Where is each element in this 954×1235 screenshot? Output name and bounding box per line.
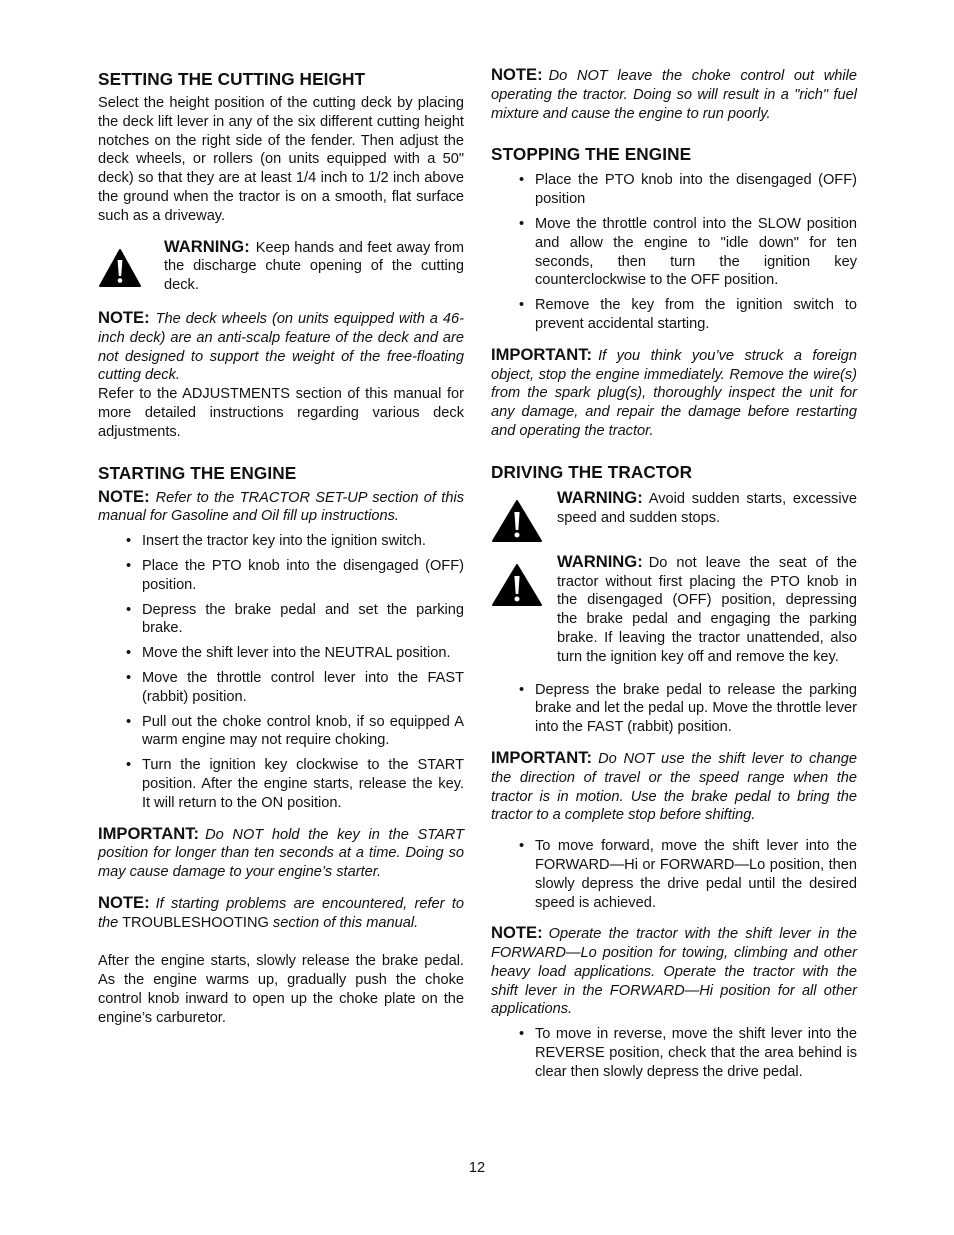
note-setup — [98, 488, 464, 527]
note-label: NOTE: — [98, 486, 150, 506]
warning-text: Do not leave the seat of the tractor without first placing the PTO knob in the disengaged (OFF) position, depressing the brake pedal and engaging the parking brake. If leaving the tractor unattended, also turn the ignition key off and remove the key. — [557, 554, 857, 665]
adjustments-paragraph: Refer to the ADJUSTMENTS section of this manual for more detailed instructions regarding various deck adjustments. — [98, 386, 464, 440]
note-label: NOTE: — [491, 65, 543, 84]
important-text: If you think you’ve struck a foreign object, stop the engine immediately. Remove the wire(s) from the spark plug(s), thoroughly inspect the unit for any damage, and repair the damage before restarting and operating the tractor. — [491, 347, 857, 439]
warning-text: Avoid sudden starts, excessive speed and sudden stops. — [557, 490, 857, 526]
important-label: IMPORTANT: — [98, 823, 200, 843]
important-text: Do NOT hold the key in the START position for longer than ten seconds at a time. Doing so may cause damage to your engine’s starter. — [98, 826, 464, 881]
driving-list-2 — [491, 837, 857, 912]
list-item: • To move in reverse, move the shift lever into the REVERSE position, check that the area behind is clear then slowly depress the drive pedal. — [491, 1025, 857, 1081]
after-start-paragraph: After the engine starts, slowly release the brake pedal. As the engine warms up, gradually push the choke control knob inward to open up the choke plate on the engine’s carburetor. — [98, 953, 464, 1026]
warning-paragraph — [557, 489, 857, 543]
note-text: Operate the tractor with the shift lever in the FORWARD—Lo position for towing, climbing and other heavy load applications. Operate the tractor with the shift lever in the FORWARD—Hi position for all other applications. — [491, 926, 857, 1018]
driving-list-1 — [491, 681, 857, 737]
starting-steps-list — [98, 532, 464, 812]
important-text: Do NOT use the shift lever to change the direction of travel or the speed range when the tractor is in motion. Use the brake pedal to bring the tractor to a complete stop before shifting. — [491, 750, 857, 824]
warning-triangle-icon — [98, 238, 164, 295]
important-label: IMPORTANT: — [491, 344, 593, 364]
warning-sudden-starts — [491, 489, 857, 543]
important-starter — [98, 825, 464, 882]
note-choke — [491, 66, 857, 123]
note-label: NOTE: — [491, 923, 543, 943]
note-text-c: section of this manual. — [272, 914, 419, 931]
warning-triangle-icon — [491, 489, 557, 543]
list-item: • Remove the key from the ignition switch to prevent accidental starting. — [491, 296, 857, 334]
section-starting-engine — [98, 462, 464, 1028]
note-text: Do NOT leave the choke control out while operating the tractor. Doing so will result in a "rich" fuel mixture and cause the engine to run poorly. — [491, 68, 857, 122]
right-column — [491, 66, 857, 1094]
note-deck-wheels — [98, 309, 464, 385]
warning-paragraph — [164, 238, 464, 295]
list-item: • Insert the tractor key into the ignition switch. — [98, 532, 464, 551]
cutting-height-paragraph: Select the height position of the cutting deck by placing the deck lift lever in any of the six different cutting height notches on the right side of the fender. Then adjust the deck wheels, or rollers (on units equipped with a 50" deck) so that they are at least 1/4 inch to 1/2 inch above the ground when the tractor is on a smooth, flat surface such as a driveway. — [98, 95, 464, 224]
note-label: NOTE: — [98, 307, 150, 327]
important-shift-lever — [491, 749, 857, 825]
list-item: • Move the throttle control lever into the FAST (rabbit) position. — [98, 669, 464, 707]
note-text: The deck wheels (on units equipped with a 46-inch deck) are an anti-scalp feature of the deck and are not designed to support the weight of the free-floating cutting deck. — [98, 310, 464, 384]
note-troubleshooting — [98, 894, 464, 933]
list-item: • To move forward, move the shift lever into the FORWARD—Hi or FORWARD—Lo position, then slowly depress the drive pedal until the desired speed is achieved. — [491, 837, 857, 912]
list-item: • Move the throttle control into the SLOW position and allow the engine to "idle down" for ten seconds, then turn the ignition key counterclockwise to the OFF position. — [491, 215, 857, 290]
warning-discharge-chute — [98, 238, 464, 295]
section-cutting-height — [98, 68, 464, 442]
left-column — [98, 66, 464, 1028]
list-item: • Turn the ignition key clockwise to the START position. After the engine starts, release the key. It will return to the ON position. — [98, 756, 464, 812]
warning-text: Keep hands and feet away from the discharge chute opening of the cutting deck. — [164, 239, 464, 294]
list-item: • Place the PTO knob into the disengaged (OFF) position — [491, 171, 857, 209]
note-text-a: If starting problems are encountered, refer to the — [98, 895, 464, 931]
important-foreign-object — [491, 346, 857, 441]
list-item: • Move the shift lever into the NEUTRAL position. — [98, 644, 464, 663]
driving-list-3 — [491, 1025, 857, 1081]
warning-paragraph — [557, 553, 857, 667]
heading-cutting-height: SETTING THE CUTTING HEIGHT — [98, 69, 366, 89]
warning-label: WARNING: — [164, 236, 250, 256]
list-item: • Depress the brake pedal and set the parking brake. — [98, 601, 464, 639]
note-text: Refer to the TRACTOR SET-UP section of this manual for Gasoline and Oil fill up instructions. — [98, 489, 464, 525]
list-item: • Depress the brake pedal to release the parking brake and let the pedal up. Move the throttle lever into the FAST (rabbit) position. — [491, 681, 857, 737]
heading-starting-engine: STARTING THE ENGINE — [98, 462, 297, 483]
warning-leave-seat — [491, 553, 857, 667]
warning-triangle-icon — [491, 553, 557, 667]
list-item: • Place the PTO knob into the disengaged (OFF) position. — [98, 557, 464, 595]
heading-stopping-engine: STOPPING THE ENGINE — [491, 144, 692, 165]
heading-driving-tractor: DRIVING THE TRACTOR — [491, 461, 693, 482]
page-number: 12 — [468, 1160, 486, 1176]
section-driving-tractor — [491, 461, 857, 1082]
important-label: IMPORTANT: — [491, 747, 593, 767]
section-stopping-engine — [491, 143, 857, 440]
note-forward-lo — [491, 924, 857, 1019]
stopping-steps-list — [491, 171, 857, 333]
note-label: NOTE: — [98, 892, 150, 912]
list-item: • Pull out the choke control knob, if so equipped A warm engine may not require choking. — [98, 713, 464, 751]
warning-label: WARNING: — [557, 487, 643, 507]
note-text-b: TROUBLESHOOTING — [122, 914, 269, 931]
warning-label: WARNING: — [557, 551, 643, 571]
